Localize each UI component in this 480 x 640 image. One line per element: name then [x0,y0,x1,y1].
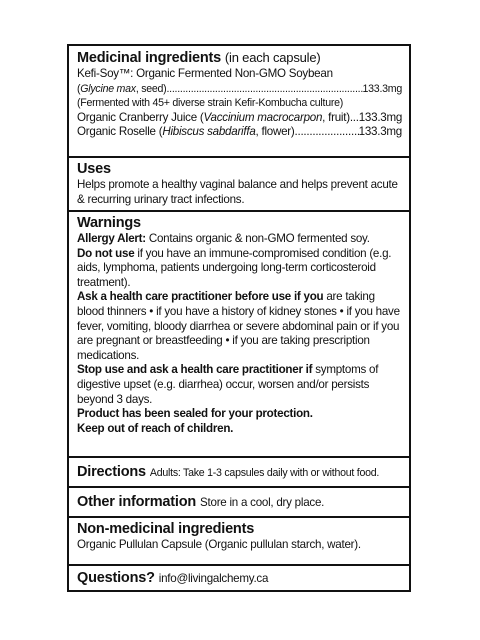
do-not-use [77,247,402,291]
kefi-soy-line: Kefi-Soy™: Organic Fermented Non-GMO Soybean [77,67,333,80]
do-not-use-text: if you have an immune-compromised condition (e.g. aids, lymphoma, patients undergoing long-term corticosteroid treatment). [77,246,392,289]
sealed-notice: Product has been sealed for your protection. [77,407,313,421]
stop-use-label: Stop use and ask a health care practitioner if [77,363,313,377]
cranberry-line [77,111,402,126]
warnings-heading: Warnings [77,215,141,231]
medicinal-ingredients-section [69,46,409,158]
uses-text: Helps promote a healthy vaginal balance and helps prevent acute & recurring urinary tract infections. [77,178,398,206]
roselle-part: , flower) [255,125,295,139]
medicinal-subtitle: (in each capsule) [224,50,321,65]
stop-use [77,363,402,407]
allergy-alert [77,232,402,247]
questions-heading: Questions? [77,569,155,586]
ask-practitioner-label: Ask a health care practitioner before use if you [77,290,324,304]
non-medicinal-section [69,518,409,566]
roselle-line [77,125,402,140]
ask-practitioner-text: are taking blood thinners • if you have a history of kidney stones • if you have fever, vomiting, bloody diarrhea or severe abdominal pain or if you are pregnant or breastfeeding • if you are taking prescription medications. [77,290,400,362]
kefi-latin-name: Glycine max [80,82,136,95]
roselle-name: Organic Roselle ( [77,125,163,139]
allergy-text: Contains organic & non-GMO fermented soy. [145,232,370,245]
fermented-note: (Fermented with 45+ diverse strain Kefir-Kombucha culture) [77,97,344,110]
supplement-facts-panel [67,44,411,592]
cranberry-part: , fruit) [322,110,350,124]
warnings-section [69,212,409,458]
ask-practitioner [77,290,402,363]
stop-use-text: symptoms of digestive upset (e.g. diarrhea) occur, worsen and/or persists beyond 3 days. [77,363,379,406]
kefi-amount: 133.3mg [362,82,402,95]
roselle-latin-name: Hibiscus sabdariffa [162,125,256,139]
other-information-heading: Other information [77,493,197,510]
cranberry-amount: ...133.3mg [349,110,403,124]
medicinal-ingredients-heading [77,49,402,67]
uses-section [69,158,409,212]
roselle-amount: 133.3mg [358,125,402,139]
directions-heading: Directions [77,463,146,480]
keep-out-of-reach: Keep out of reach of children. [77,421,234,435]
other-information-text: Store in a cool, dry place. [200,495,325,509]
allergy-label: Allergy Alert: [77,232,146,245]
directions-section [69,458,409,488]
questions-section [69,566,409,590]
kefi-part: , seed) [135,82,167,95]
directions-text: Adults: Take 1-3 capsules daily with or without food. [149,466,380,479]
do-not-use-label: Do not use [77,246,135,260]
cranberry-latin-name: Vaccinium macrocarpon [203,110,323,124]
other-information-section [69,488,409,518]
contact-email[interactable]: info@livingalchemy.ca [158,571,269,585]
uses-heading: Uses [77,161,111,177]
medicinal-title: Medicinal ingredients [77,50,222,66]
non-medicinal-text: Organic Pullulan Capsule (Organic pullulan starch, water). [77,538,361,551]
cranberry-name: Organic Cranberry Juice ( [77,110,204,124]
dot-leader [295,125,359,140]
non-medicinal-heading: Non-medicinal ingredients [77,521,255,537]
kefi-soy-amount-line: (Glycine max, seed) ..... 133.3mg [77,82,402,97]
dot-leader [166,82,362,97]
